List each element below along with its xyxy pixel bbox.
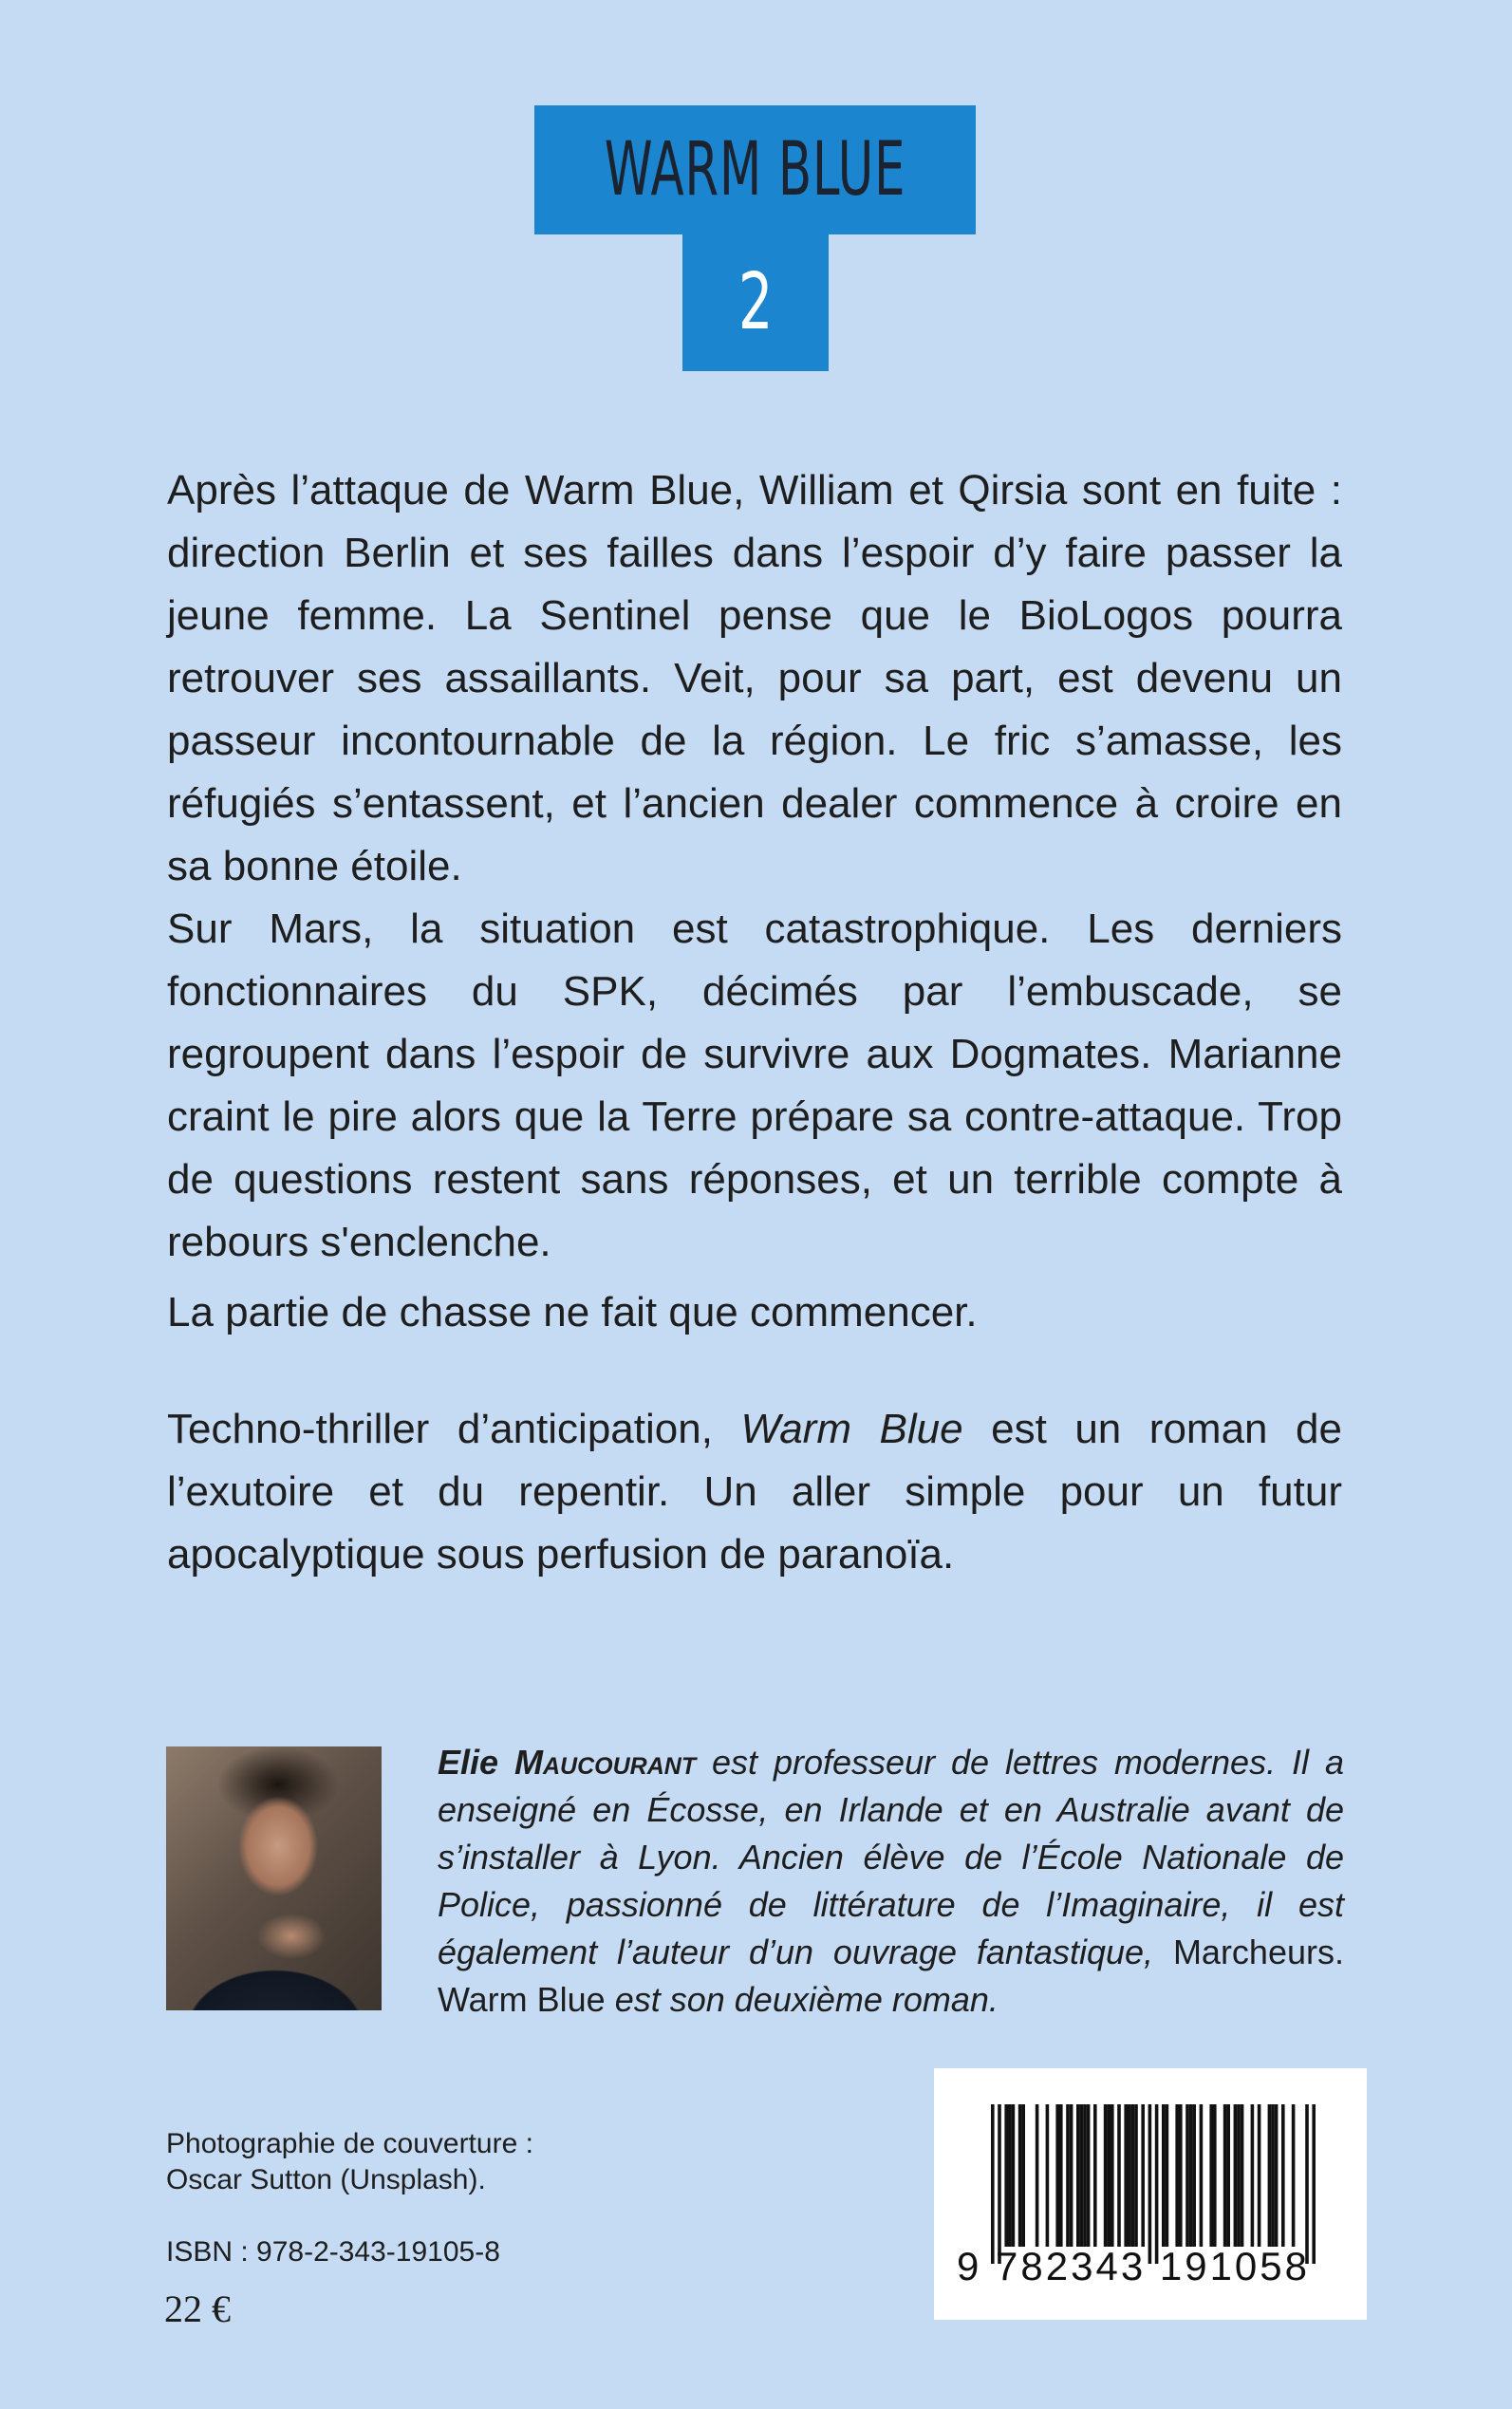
barcode-bar <box>1083 2104 1087 2247</box>
barcode-bar <box>1241 2104 1244 2247</box>
barcode-bar <box>1076 2104 1080 2247</box>
barcode-bar <box>1012 2104 1016 2247</box>
barcode-bar <box>1093 2104 1097 2247</box>
isbn: ISBN : 978-2-343-19105-8 <box>166 2236 500 2268</box>
barcode-bar <box>1258 2104 1261 2247</box>
barcode-bar <box>1104 2104 1108 2247</box>
barcode-bar <box>1055 2104 1059 2247</box>
barcode-bar <box>991 2104 995 2264</box>
author-name <box>438 1743 696 1782</box>
barcode-bar <box>1213 2104 1217 2247</box>
barcode-bar <box>1192 2104 1196 2247</box>
barcode-bar <box>1124 2104 1128 2247</box>
barcode-bar <box>1175 2104 1179 2247</box>
barcode-bar <box>1070 2104 1073 2247</box>
barcode-bar <box>1117 2104 1121 2247</box>
barcode-bar <box>1087 2104 1091 2247</box>
barcode-bar <box>1189 2104 1193 2247</box>
barcode-bar <box>1018 2104 1022 2247</box>
barcode-bar <box>1080 2104 1084 2247</box>
series-title-banner <box>534 105 976 234</box>
barcode-bar <box>1292 2104 1296 2247</box>
back-cover-blurb <box>167 459 1342 1586</box>
barcode-bar <box>1128 2104 1131 2247</box>
barcode-bar <box>1281 2104 1285 2247</box>
author-bio-text-2: est son deuxième roman. <box>605 1980 999 2019</box>
barcode-bar <box>1131 2104 1135 2247</box>
barcode-bar <box>1305 2104 1309 2264</box>
barcode-bar <box>1275 2104 1279 2247</box>
barcode-bar <box>1148 2104 1152 2264</box>
barcode-bar <box>1004 2104 1008 2247</box>
barcode-bar <box>1111 2104 1114 2247</box>
barcode-bar <box>1268 2104 1272 2247</box>
author-bio <box>438 1739 1344 2024</box>
blurb-paragraph-4 <box>167 1398 1342 1586</box>
author-last-name: Maucourant <box>514 1743 697 1782</box>
blurb-paragraph-4-rest: est un roman de l’exutoire et du repentir. Un aller simple pour un futur apocalyptique sous perfusion de paranoïa. <box>167 1406 1342 1578</box>
barcode-bar <box>1046 2104 1050 2247</box>
author-first-name: Elie <box>438 1743 499 1782</box>
photo-credit-line-1: Photographie de couverture : <box>166 2128 533 2159</box>
barcode-bar <box>1200 2104 1204 2247</box>
series-title: WARM BLUE <box>604 127 906 213</box>
barcode-bar <box>1185 2104 1189 2247</box>
photo-credit-line-2: Oscar Sutton (Unsplash). <box>166 2164 486 2195</box>
barcode-bar <box>1021 2104 1025 2247</box>
volume-number-banner <box>682 233 829 371</box>
barcode-bar <box>1107 2104 1111 2247</box>
barcode-bar <box>1237 2104 1241 2247</box>
barcode-bar <box>1312 2104 1316 2264</box>
barcode-bar <box>1223 2104 1227 2247</box>
barcode-bar <box>1036 2104 1039 2247</box>
barcode-bar <box>1141 2104 1145 2247</box>
barcode <box>934 2068 1367 2320</box>
barcode-bar <box>1166 2104 1169 2247</box>
blurb-paragraph-4-intro: Techno-thriller d’anticipation, <box>167 1406 741 1452</box>
barcode-digits: 9 782343 191058 <box>957 2244 1310 2288</box>
author-previous-work: Marcheurs. Warm Blue <box>438 1933 1344 2019</box>
barcode-bar <box>1059 2104 1063 2247</box>
barcode-bar <box>1134 2104 1138 2247</box>
blurb-book-title: Warm Blue <box>740 1406 963 1452</box>
blurb-paragraph-1: Après l’attaque de Warm Blue, William et Qirsia sont en fuite : direction Berlin et ses failles dans l’espoir d’y faire passer la jeune femme. La Sentinel pense que le BioLogos pourra retrouver ses assaillants. Veit, pour sa part, est devenu un passeur incontournable de la région. Le fric s’amasse, les réfugiés s’entassent, et l’ancien dealer commence à croire en sa bonne étoile. <box>167 467 1342 889</box>
blurb-paragraph-2: Sur Mars, la situation est catastrophique. Les derniers fonctionnaires du SPK, décimés par l’embuscade, se regroupent dans l’espoir de survivre aux Dogmates. Marianne craint le pire alors que la Terre prépare sa contre-attaque. Trop de questions restent sans réponses, et un terrible compte à rebours s'enclenche. <box>167 906 1342 1265</box>
blurb-paragraph-3: La partie de chasse ne fait que commencer. <box>167 1289 978 1335</box>
author-photo <box>166 1746 382 2010</box>
author-bio-text-1: est professeur de lettres modernes. Il a enseigné en Écosse, en Irlande et en Australie avant de s’installer à Lyon. Ancien élève de l’École Nationale de Police, passionné de littérature de l’Imaginaire, il est également l’auteur d’un ouvrage fantastique, <box>438 1743 1344 1971</box>
barcode-bar <box>1226 2104 1230 2247</box>
barcode-bar <box>998 2104 1001 2264</box>
volume-number: 2 <box>737 256 774 347</box>
barcode-bar <box>1155 2104 1159 2264</box>
barcode-bar <box>1209 2104 1213 2247</box>
barcode-bar <box>1251 2104 1255 2247</box>
barcode-bar <box>1066 2104 1070 2247</box>
barcode-bar <box>1234 2104 1238 2247</box>
barcode-bar <box>1162 2104 1166 2247</box>
price: 22 € <box>164 2288 231 2330</box>
photo-credits <box>166 2126 533 2198</box>
barcode-bar <box>1008 2104 1012 2247</box>
barcode-bar <box>1179 2104 1183 2247</box>
barcode-bar <box>1271 2104 1275 2247</box>
